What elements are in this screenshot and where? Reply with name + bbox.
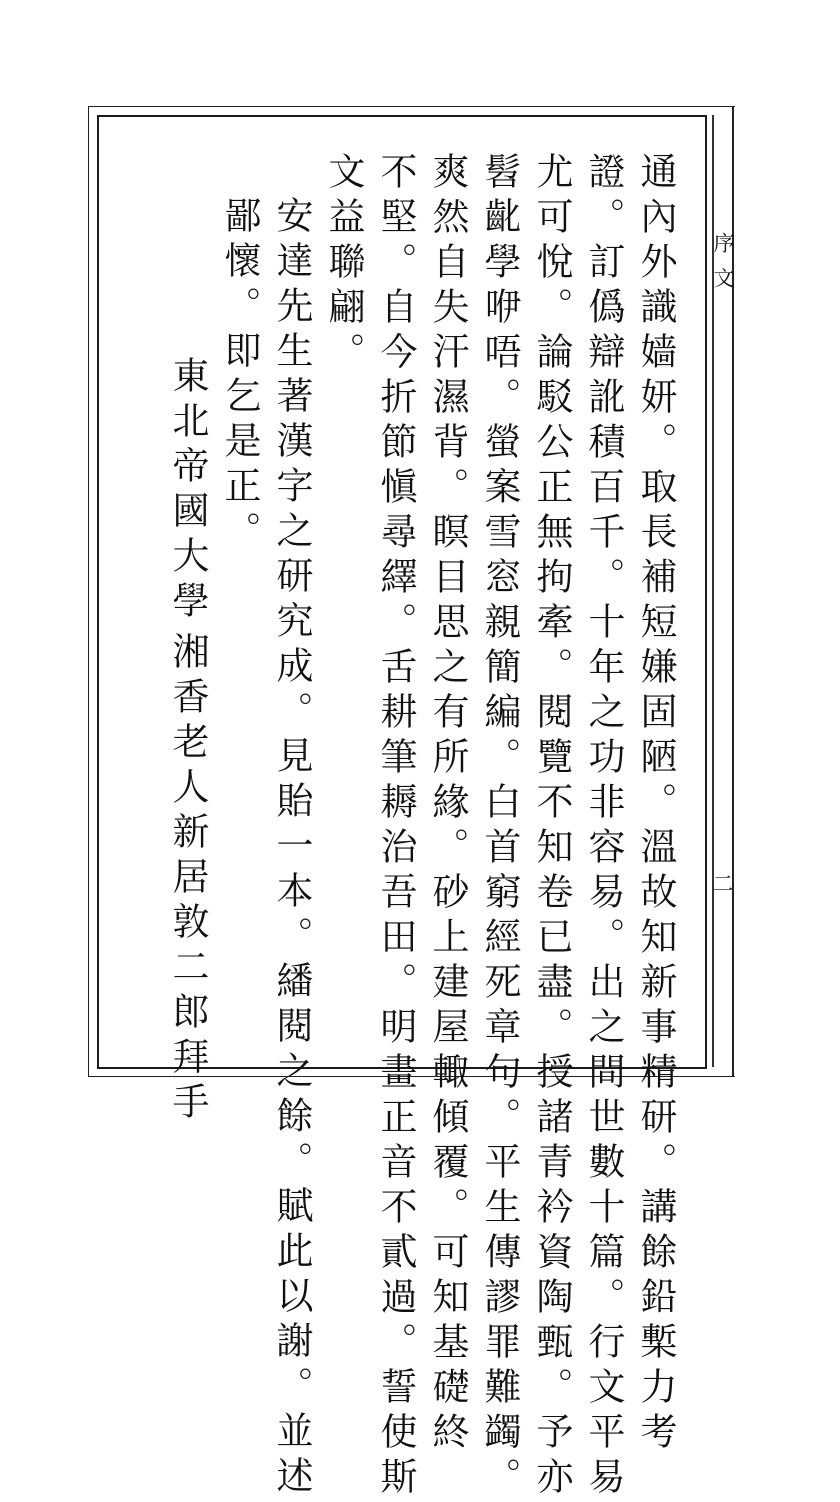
preface-line-2: 證。訂僞辯訛積百千。十年之功非容易。出之問世數十篇。行文平易 [582, 152, 625, 1502]
preface-line-3: 尤可悅。論駁公正無拘牽。閱覽不知卷已盡。授諸青衿資陶甄。予亦 [530, 152, 573, 1502]
signature-author: 湘香老人新居敦二郎拜手 [166, 632, 209, 1127]
page-number: 二 [712, 872, 734, 896]
closing-line-2: 鄙懷。即乞是正。 [218, 196, 261, 556]
preface-line-7: 文益聯翩。 [322, 152, 365, 377]
preface-line-1: 通內外識嫱妍。取長補短嫌固陋。溫故知新事精研。講餘鉛槧力考 [634, 152, 677, 1457]
preface-line-5: 爽然自失汗濕背。瞑目思之有所緣。砂上建屋輙傾覆。可知基礎終 [426, 152, 469, 1457]
signature-institution: 東北帝國大學 [166, 356, 209, 626]
preface-line-6: 不堅。自今折節愼尋繹。舌耕筆耨治吾田。明畫正音不貳過。誓使斯 [374, 152, 417, 1502]
closing-line-1: 安達先生著漢字之研究成。見貽一本。繙閱之餘。賦此以謝。並述 [270, 196, 313, 1501]
section-title: 序文 [711, 232, 735, 302]
preface-line-4: 髫齔學咿唔。螢案雪窓親簡編。白首窮經死章句。平生傳謬罪難蠲。 [478, 152, 521, 1502]
